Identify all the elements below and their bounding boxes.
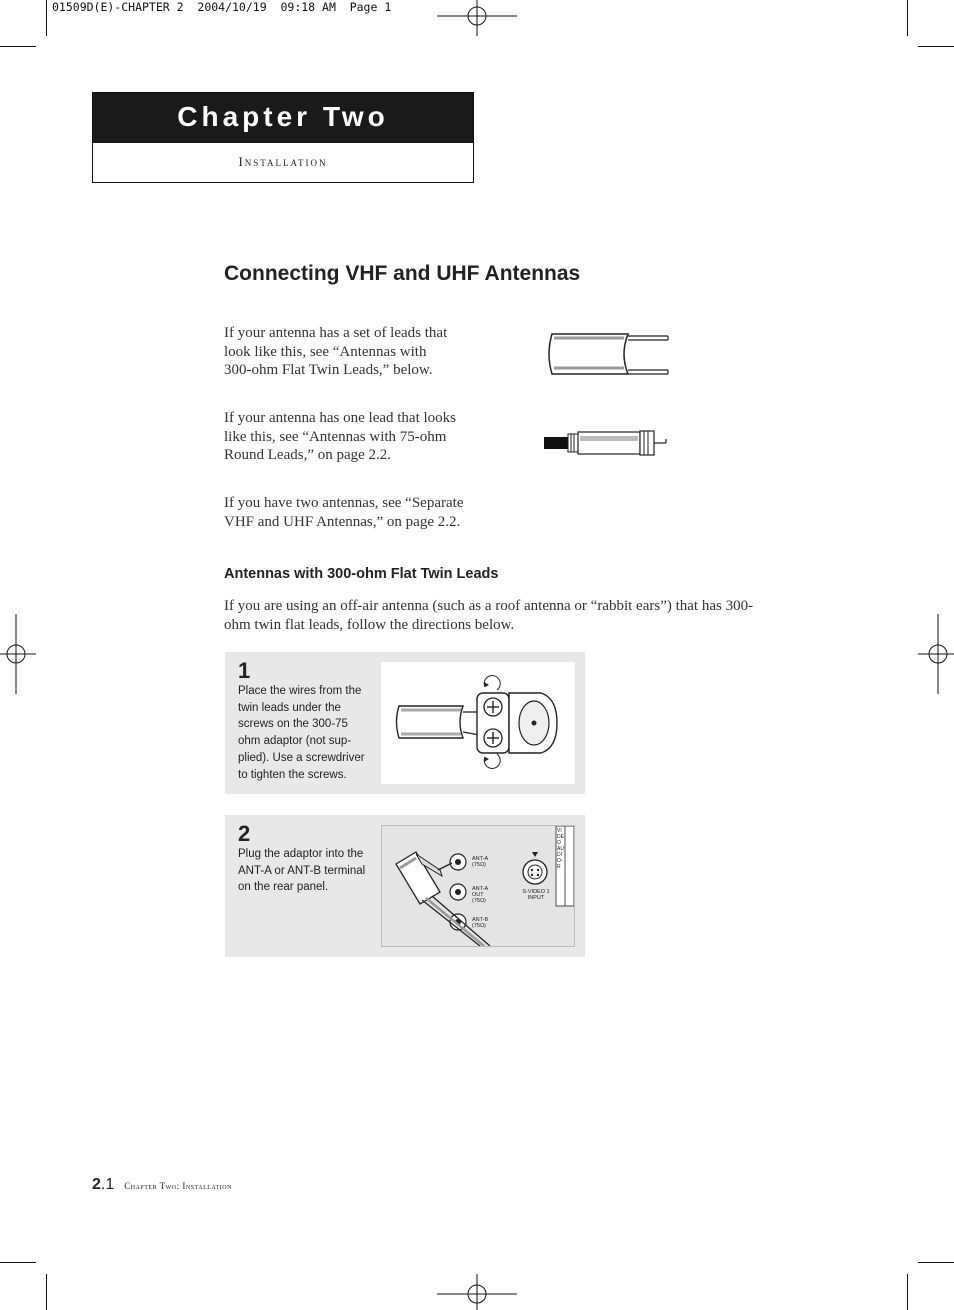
step-instructions	[238, 846, 378, 896]
crop-mark	[918, 1262, 954, 1263]
step-2	[225, 815, 585, 957]
crop-mark	[907, 0, 908, 36]
page-number-minor: .1	[100, 1176, 115, 1193]
crop-mark	[46, 1274, 47, 1310]
footer-chapter-label: Chapter Two: Installation	[124, 1181, 232, 1191]
crop-mark	[907, 1274, 908, 1310]
text-line: look like this, see “Antennas with	[224, 343, 427, 360]
registration-mark-right	[918, 614, 954, 694]
text-line: ANT-A or ANT-B terminal	[238, 864, 366, 877]
page-number-major: 2	[92, 1176, 101, 1193]
label-text: (75Ω)	[472, 923, 486, 929]
step-1-image	[381, 662, 575, 784]
label-text: ANT-A	[472, 856, 489, 862]
flat-twin-lead-illustration	[544, 328, 674, 380]
paragraph-two-antennas	[224, 494, 514, 531]
text-line: on the rear panel.	[238, 881, 329, 894]
section-heading: Connecting VHF and UHF Antennas	[224, 262, 581, 285]
text-line: If your antenna has a set of leads that	[224, 325, 448, 341]
label-text: ANT-A	[472, 886, 489, 892]
text-line: ohm adaptor (not sup-	[238, 735, 352, 748]
step-1	[225, 652, 585, 794]
chapter-header	[92, 92, 474, 183]
step-number: 1	[238, 658, 251, 683]
text-line: VHF and UHF Antennas,” on page 2.2.	[224, 513, 461, 530]
round-lead-illustration	[544, 428, 670, 458]
subsection-heading: Antennas with 300-ohm Flat Twin Leads	[224, 566, 499, 582]
s-video-label	[518, 889, 554, 901]
crop-mark	[46, 0, 47, 36]
label-text: (75Ω)	[472, 898, 486, 904]
step-2-image	[381, 825, 575, 947]
text-line: to tighten the screws.	[238, 768, 347, 781]
text-line: plied). Use a screwdriver	[238, 751, 365, 764]
label-text: (75Ω)	[472, 862, 486, 868]
text-line: like this, see “Antennas with 75-ohm	[224, 428, 447, 445]
side-panel-label: VIDEO AUDIO-R	[557, 828, 564, 870]
text-line: Plug the adaptor into the	[238, 848, 364, 860]
label-text: S-VIDEO 1	[522, 889, 550, 895]
page-footer	[92, 1176, 232, 1194]
crop-mark	[0, 1262, 36, 1263]
subsection-intro	[224, 597, 824, 634]
step-number: 2	[238, 821, 251, 846]
chapter-subtitle: Installation	[238, 154, 328, 169]
step-instructions	[238, 683, 378, 783]
paragraph-round-lead	[224, 409, 504, 465]
registration-mark-bottom	[437, 1274, 517, 1310]
ant-b-label	[472, 917, 488, 929]
text-line: Round Leads,” on page 2.2.	[224, 447, 392, 463]
crop-mark	[0, 46, 36, 47]
text-line: twin leads under the	[238, 701, 341, 714]
text-line: If you are using an off-air antenna (such as a roof antenna or “rabbit ears”) that has 300-	[224, 598, 754, 614]
text-line: If you have two antennas, see “Separate	[224, 495, 464, 511]
crop-mark	[918, 46, 954, 47]
text-line: If your antenna has one lead that looks	[224, 410, 457, 426]
paragraph-flat-twin	[224, 324, 504, 380]
registration-mark-left	[0, 614, 36, 694]
text-line: Place the wires from the	[238, 685, 362, 697]
registration-mark-top	[437, 0, 517, 36]
text-line: screws on the 300-75	[238, 718, 348, 731]
chapter-title: Chapter Two	[93, 93, 473, 143]
ant-a-label	[472, 856, 488, 868]
label-text: INPUT	[527, 895, 545, 901]
label-text: ANT-B	[472, 917, 489, 923]
ant-a-out-label	[472, 886, 488, 904]
text-line: 300-ohm Flat Twin Leads,” below.	[224, 362, 433, 378]
print-slug: 01509D(E)-CHAPTER 2 2004/10/19 09:18 AM Page 1	[52, 0, 392, 14]
adaptor-illustration	[381, 662, 575, 784]
text-line: ohm twin flat leads, follow the directions below.	[224, 616, 515, 633]
label-text: OUT	[472, 892, 484, 898]
